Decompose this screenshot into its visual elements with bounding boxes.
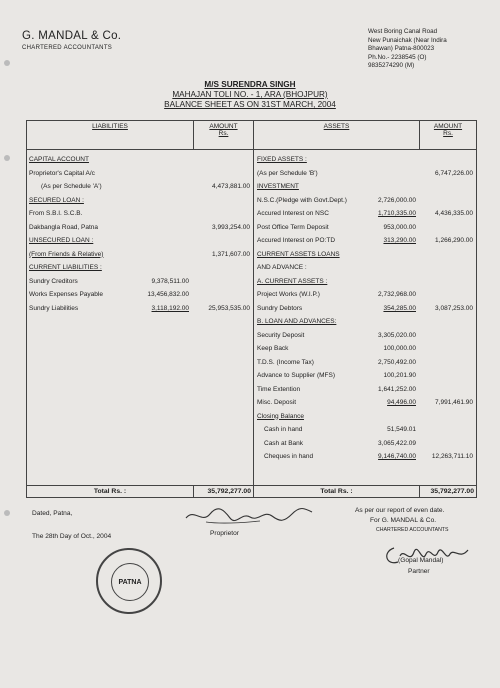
entry-row xyxy=(254,356,476,370)
dated-place: Dated, Patna, xyxy=(32,510,73,517)
entry-label: CURRENT ASSETS LOANS xyxy=(257,250,340,258)
punch-hole-mark xyxy=(4,510,10,516)
entry-row xyxy=(254,329,476,343)
date-line: The 28th Day of Oct., 2004 xyxy=(32,533,112,540)
entry-label: CAPITAL ACCOUNT xyxy=(29,156,89,163)
entry-label: B. LOAN AND ADVANCES: xyxy=(257,318,337,325)
entry-label: Sundry Liabilities xyxy=(29,304,79,312)
entry-label: From S.B.I. S.C.B. xyxy=(29,210,83,217)
entry-row xyxy=(27,207,253,221)
entry-row xyxy=(27,288,253,302)
proprietor-signature xyxy=(180,502,320,528)
entry-row xyxy=(27,302,253,316)
entry-row xyxy=(254,194,476,208)
entry-label: Sundry Creditors xyxy=(29,277,78,285)
company-name: M/S SURENDRA SINGH xyxy=(204,80,296,89)
company-location: MAHAJAN TOLI NO. - 1, ARA (BHOJPUR) xyxy=(172,90,328,99)
entry-label: (As per Schedule 'A') xyxy=(41,183,102,190)
punch-hole-mark xyxy=(4,155,10,161)
entry-row xyxy=(27,248,253,262)
entry-label: Dakbangla Road, Patna xyxy=(29,223,99,231)
entry-row xyxy=(27,180,253,194)
entry-row xyxy=(254,342,476,356)
entry-label: Cash in hand xyxy=(264,426,303,433)
entry-label: Proprietor's Capital A/c xyxy=(29,169,95,177)
entry-row xyxy=(254,167,476,181)
report-note: As per our report of even date. xyxy=(355,507,445,514)
entry-row xyxy=(27,275,253,289)
seal-center-text: PATNA xyxy=(111,563,149,601)
entry-row xyxy=(254,275,476,289)
entry-label: CURRENT LIABILITIES : xyxy=(29,264,102,271)
firm-seal-stamp xyxy=(96,548,162,614)
entry-label: Accured Interest on NSC xyxy=(257,210,329,217)
partner-label: Partner xyxy=(408,568,430,575)
entry-label: SECURED LOAN : xyxy=(29,196,84,204)
amount-header-assets: AMOUNT Rs. xyxy=(420,121,477,150)
proprietor-label: Proprietor xyxy=(210,530,239,537)
entry-row xyxy=(254,410,476,424)
entry-amount: 9,146,740.00 xyxy=(378,453,416,460)
entry-row xyxy=(254,234,476,248)
entry-amount: 3,305,020.00 xyxy=(378,331,416,339)
entry-total: 7,991,461.90 xyxy=(435,399,473,406)
partner-signature xyxy=(380,538,480,570)
entry-label: Keep Back xyxy=(257,345,289,352)
entry-row xyxy=(254,153,476,167)
entry-label: Advance to Supplier (MFS) xyxy=(257,372,336,379)
entry-row xyxy=(254,450,476,464)
entry-label: N.S.C.(Pledge with Govt.Dept.) xyxy=(257,196,347,204)
entry-total: 25,953,535.00 xyxy=(208,304,250,312)
entry-amount: 1,641,252.00 xyxy=(378,385,416,393)
entry-amount: 100,000.00 xyxy=(383,345,416,352)
assets-column xyxy=(254,150,477,486)
entry-row xyxy=(254,423,476,437)
entry-label: Closing Balance xyxy=(257,412,304,420)
total-label-assets: Total Rs. : xyxy=(254,486,420,498)
entry-label: UNSECURED LOAN : xyxy=(29,237,94,244)
entry-row xyxy=(27,167,253,181)
entry-label: AND ADVANCE : xyxy=(257,264,307,271)
entry-row xyxy=(27,261,253,275)
entry-label: Project Works (W.I.P.) xyxy=(257,291,320,298)
liabilities-column xyxy=(27,150,254,486)
entry-row xyxy=(254,396,476,410)
entry-label: Post Office Term Deposit xyxy=(257,223,329,231)
entry-total: 12,263,711.10 xyxy=(431,453,473,460)
entry-label: Accured Interest on PO:TD xyxy=(257,237,336,244)
entry-amount: 94,496.00 xyxy=(387,399,416,406)
entry-label: Time Extention xyxy=(257,385,301,393)
address-line: West Boring Canal Road xyxy=(368,28,438,35)
entry-amount: 2,726,000.00 xyxy=(378,196,416,204)
entry-amount: 3,118,192.00 xyxy=(151,304,189,312)
address-line: New Punaichak (Near Indira xyxy=(368,36,447,44)
entry-amount: 3,065,422.09 xyxy=(378,439,416,447)
entry-row xyxy=(27,234,253,248)
firm-name: G. MANDAL & Co. xyxy=(22,30,122,42)
balance-sheet-title: BALANCE SHEET AS ON 31ST MARCH, 2004 xyxy=(164,100,336,109)
entry-label: A. CURRENT ASSETS : xyxy=(257,277,328,285)
entry-label: FIXED ASSETS : xyxy=(257,156,307,163)
entry-amount: 1,710,335.00 xyxy=(378,210,416,217)
entry-amount: 2,732,968.00 xyxy=(378,291,416,298)
entry-amount: 313,290.00 xyxy=(383,237,416,244)
entry-row xyxy=(254,261,476,275)
entry-amount: 354,285.00 xyxy=(383,304,416,312)
entry-row xyxy=(254,437,476,451)
entry-total: 3,087,253.00 xyxy=(435,304,473,312)
entry-row xyxy=(254,302,476,316)
entry-row xyxy=(254,288,476,302)
entry-amount: 51,549.01 xyxy=(387,426,416,433)
entry-row xyxy=(27,221,253,235)
entry-label: INVESTMENT xyxy=(257,183,299,190)
total-liabilities: 35,792,277.00 xyxy=(194,486,254,498)
address-line: Ph.No.- 2238545 (O) xyxy=(368,53,427,61)
entry-row xyxy=(254,207,476,221)
entry-total: 3,993,254.00 xyxy=(212,223,250,231)
entry-total: 1,266,290.00 xyxy=(435,237,473,244)
entry-amount: 13,456,832.00 xyxy=(147,291,189,298)
entry-total: 4,473,881.00 xyxy=(212,183,250,190)
entry-amount: 9,378,511.00 xyxy=(151,277,189,285)
entry-amount: 953,000.00 xyxy=(383,223,416,231)
entry-row xyxy=(254,248,476,262)
entry-amount: 100,201.90 xyxy=(383,372,416,379)
partner-name: (Gopal Mandal) xyxy=(398,557,444,564)
entry-row xyxy=(254,369,476,383)
firm-address xyxy=(368,28,493,71)
entry-label: Cheques in hand xyxy=(264,453,314,460)
entry-row xyxy=(254,221,476,235)
entry-label: Cash at Bank xyxy=(264,439,304,447)
entry-row xyxy=(254,383,476,397)
entry-row xyxy=(254,180,476,194)
address-line: Bhawan) Patna-800023 xyxy=(368,45,435,52)
entry-amount: 2,750,492.00 xyxy=(378,358,416,366)
liabilities-header: LIABILITIES xyxy=(27,121,194,150)
entry-total: 6,747,226.00 xyxy=(435,169,473,177)
entry-label: T.D.S. (Income Tax) xyxy=(257,358,314,366)
for-firm-subtitle: CHARTERED ACCOUNTANTS xyxy=(376,527,449,533)
address-line: 9835274290 (M) xyxy=(368,62,415,69)
amount-header: AMOUNT Rs. xyxy=(194,121,254,150)
entry-label: (As per Schedule 'B') xyxy=(257,169,318,177)
for-firm: For G. MANDAL & Co. xyxy=(370,517,437,524)
entry-label: (From Friends & Relative) xyxy=(29,250,104,258)
assets-header: ASSETS xyxy=(254,121,420,150)
entry-label: Works Expenses Payable xyxy=(29,291,103,298)
total-assets: 35,792,277.00 xyxy=(420,486,477,498)
entry-total: 4,436,335.00 xyxy=(435,210,473,217)
entry-label: Misc. Deposit xyxy=(257,399,297,406)
punch-hole-mark xyxy=(4,60,10,66)
entry-label: Security Deposit xyxy=(257,331,305,339)
balance-sheet-table xyxy=(26,120,477,498)
entry-total: 1,371,607.00 xyxy=(212,250,250,258)
firm-subtitle: CHARTERED ACCOUNTANTS xyxy=(22,45,113,51)
entry-row xyxy=(27,194,253,208)
entry-label: Sundry Debtors xyxy=(257,304,303,312)
total-label: Total Rs. : xyxy=(27,486,194,498)
entry-row xyxy=(27,153,253,167)
entry-row xyxy=(254,315,476,329)
